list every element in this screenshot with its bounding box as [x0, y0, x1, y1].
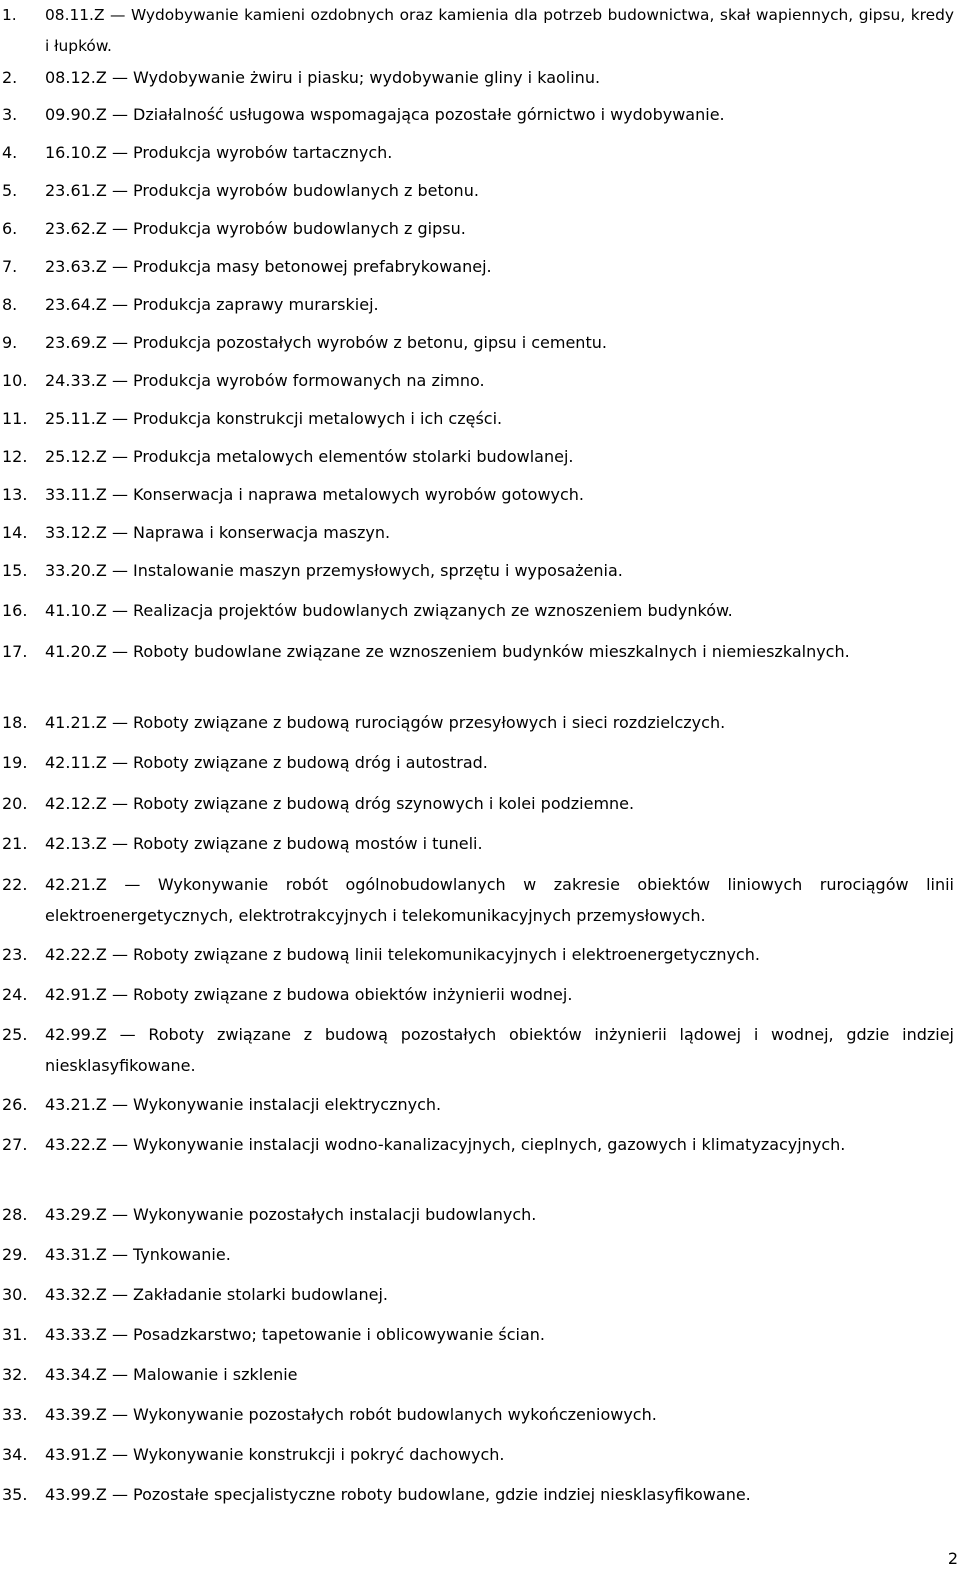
list-item — [0, 1129, 958, 1160]
item-text: 25.11.Z — Produkcja konstrukcji metalowych i ich części. — [45, 409, 503, 428]
item-text: 43.22.Z — Wykonywanie instalacji wodno-kanalizacyjnych, cieplnych, gazowych i klimatyzacyjnych. — [45, 1135, 846, 1154]
list-item — [0, 99, 958, 130]
item-number: 35. — [2, 1485, 28, 1504]
item-text: 43.39.Z — Wykonywanie pozostałych robót budowlanych wykończeniowych. — [45, 1405, 657, 1424]
item-number: 32. — [2, 1365, 28, 1384]
item-text: 42.21.Z — Wykonywanie robót ogólnobudowlanych w zakresie obiektów liniowych rurociągów linii elektroenergetycznych, elektrotrakcyjnych i telekomunikacyjnych przemysłowych. — [45, 875, 954, 925]
item-text: 09.90.Z — Działalność usługowa wspomagająca pozostałe górnictwo i wydobywanie. — [45, 105, 725, 124]
item-number: 3. — [2, 105, 18, 124]
item-number: 27. — [2, 1135, 28, 1154]
item-number: 15. — [2, 561, 28, 580]
item-text: 23.62.Z — Produkcja wyrobów budowlanych z gipsu. — [45, 219, 466, 238]
item-number: 10. — [2, 371, 28, 390]
item-text: 43.91.Z — Wykonywanie konstrukcji i pokryć dachowych. — [45, 1445, 505, 1464]
item-text: 43.99.Z — Pozostałe specjalistyczne roboty budowlane, gdzie indziej niesklasyfikowane. — [45, 1485, 751, 1504]
list-item — [0, 1279, 958, 1310]
list-item — [0, 1089, 958, 1120]
item-text: 23.61.Z — Produkcja wyrobów budowlanych z betonu. — [45, 181, 479, 200]
item-number: 4. — [2, 143, 18, 162]
item-text: 42.91.Z — Roboty związane z budowa obiektów inżynierii wodnej. — [45, 985, 573, 1004]
item-number: 14. — [2, 523, 28, 542]
list-item — [0, 1199, 958, 1230]
item-number: 29. — [2, 1245, 28, 1264]
list-item — [0, 441, 958, 472]
list-item — [0, 555, 958, 586]
item-text: 43.34.Z — Malowanie i szklenie — [45, 1365, 298, 1384]
list-item — [0, 1479, 958, 1510]
list-item — [0, 213, 958, 244]
list-item — [0, 828, 958, 859]
item-number: 1. — [2, 6, 17, 24]
list-item — [0, 1319, 958, 1350]
list-item — [0, 1359, 958, 1390]
item-number: 18. — [2, 713, 28, 732]
item-number: 26. — [2, 1095, 28, 1114]
item-number: 11. — [2, 409, 28, 428]
item-text: 08.11.Z — Wydobywanie kamieni ozdobnych oraz kamienia dla potrzeb budownictwa, skał wapiennych, gipsu, kredy i łupków. — [45, 6, 954, 55]
list-item — [0, 403, 958, 434]
item-text: 23.69.Z — Produkcja pozostałych wyrobów z betonu, gipsu i cementu. — [45, 333, 607, 352]
item-number: 28. — [2, 1205, 28, 1224]
item-text: 42.99.Z — Roboty związane z budową pozostałych obiektów inżynierii lądowej i wodnej, gdzie indziej niesklasyfikowane. — [45, 1025, 954, 1075]
item-text: 42.11.Z — Roboty związane z budową dróg i autostrad. — [45, 753, 488, 772]
item-number: 7. — [2, 257, 18, 276]
item-text: 33.11.Z — Konserwacja i naprawa metalowych wyrobów gotowych. — [45, 485, 585, 504]
list-item — [0, 517, 958, 548]
item-text: 33.12.Z — Naprawa i konserwacja maszyn. — [45, 523, 391, 542]
list-item — [0, 251, 958, 282]
item-number: 25. — [2, 1025, 28, 1044]
list-item — [0, 1239, 958, 1270]
item-number: 13. — [2, 485, 28, 504]
item-number: 33. — [2, 1405, 28, 1424]
list-item — [0, 327, 958, 358]
list-item — [0, 62, 958, 93]
list-item — [0, 365, 958, 396]
item-text: 43.32.Z — Zakładanie stolarki budowlanej. — [45, 1285, 388, 1304]
page-number: 2 — [947, 1549, 958, 1568]
item-text: 42.13.Z — Roboty związane z budową mostów i tuneli. — [45, 834, 483, 853]
item-text: 33.20.Z — Instalowanie maszyn przemysłowych, sprzętu i wyposażenia. — [45, 561, 623, 580]
item-number: 5. — [2, 181, 18, 200]
item-text: 23.64.Z — Produkcja zaprawy murarskiej. — [45, 295, 379, 314]
list-item — [0, 1399, 958, 1430]
item-number: 23. — [2, 945, 28, 964]
list-item — [0, 0, 958, 62]
list-item — [0, 289, 958, 320]
list-item — [0, 175, 958, 206]
item-text: 41.20.Z — Roboty budowlane związane ze wznoszeniem budynków mieszkalnych i niemieszkalnych. — [45, 642, 850, 661]
item-number: 2. — [2, 68, 18, 87]
list-item — [0, 1019, 958, 1081]
list-item — [0, 939, 958, 970]
item-text: 25.12.Z — Produkcja metalowych elementów stolarki budowlanej. — [45, 447, 574, 466]
item-text: 43.29.Z — Wykonywanie pozostałych instalacji budowlanych. — [45, 1205, 537, 1224]
item-number: 12. — [2, 447, 28, 466]
item-text: 43.31.Z — Tynkowanie. — [45, 1245, 231, 1264]
item-number: 20. — [2, 794, 28, 813]
list-item — [0, 788, 958, 819]
list-item — [0, 707, 958, 738]
list-item — [0, 479, 958, 510]
item-text: 24.33.Z — Produkcja wyrobów formowanych na zimno. — [45, 371, 485, 390]
list-item — [0, 747, 958, 778]
item-number: 21. — [2, 834, 28, 853]
item-text: 41.10.Z — Realizacja projektów budowlanych związanych ze wznoszeniem budynków. — [45, 601, 733, 620]
item-text: 43.21.Z — Wykonywanie instalacji elektrycznych. — [45, 1095, 442, 1114]
item-number: 31. — [2, 1325, 28, 1344]
item-text: 08.12.Z — Wydobywanie żwiru i piasku; wydobywanie gliny i kaolinu. — [45, 68, 601, 87]
item-number: 17. — [2, 642, 28, 661]
list-item — [0, 636, 958, 667]
list-item — [0, 979, 958, 1010]
list-item — [0, 595, 958, 626]
list-item — [0, 1439, 958, 1470]
item-number: 24. — [2, 985, 28, 1004]
item-number: 6. — [2, 219, 18, 238]
item-text: 16.10.Z — Produkcja wyrobów tartacznych. — [45, 143, 393, 162]
list-item — [0, 137, 958, 168]
item-number: 16. — [2, 601, 28, 620]
list-item — [0, 869, 958, 931]
item-number: 19. — [2, 753, 28, 772]
item-number: 8. — [2, 295, 18, 314]
item-text: 23.63.Z — Produkcja masy betonowej prefabrykowanej. — [45, 257, 492, 276]
item-text: 42.22.Z — Roboty związane z budową linii telekomunikacyjnych i elektroenergetycznych. — [45, 945, 760, 964]
item-text: 43.33.Z — Posadzkarstwo; tapetowanie i oblicowywanie ścian. — [45, 1325, 545, 1344]
item-text: 41.21.Z — Roboty związane z budową rurociągów przesyłowych i sieci rozdzielczych. — [45, 713, 726, 732]
item-number: 9. — [2, 333, 18, 352]
item-number: 30. — [2, 1285, 28, 1304]
item-text: 42.12.Z — Roboty związane z budową dróg szynowych i kolei podziemne. — [45, 794, 635, 813]
item-number: 34. — [2, 1445, 28, 1464]
item-number: 22. — [2, 875, 28, 894]
